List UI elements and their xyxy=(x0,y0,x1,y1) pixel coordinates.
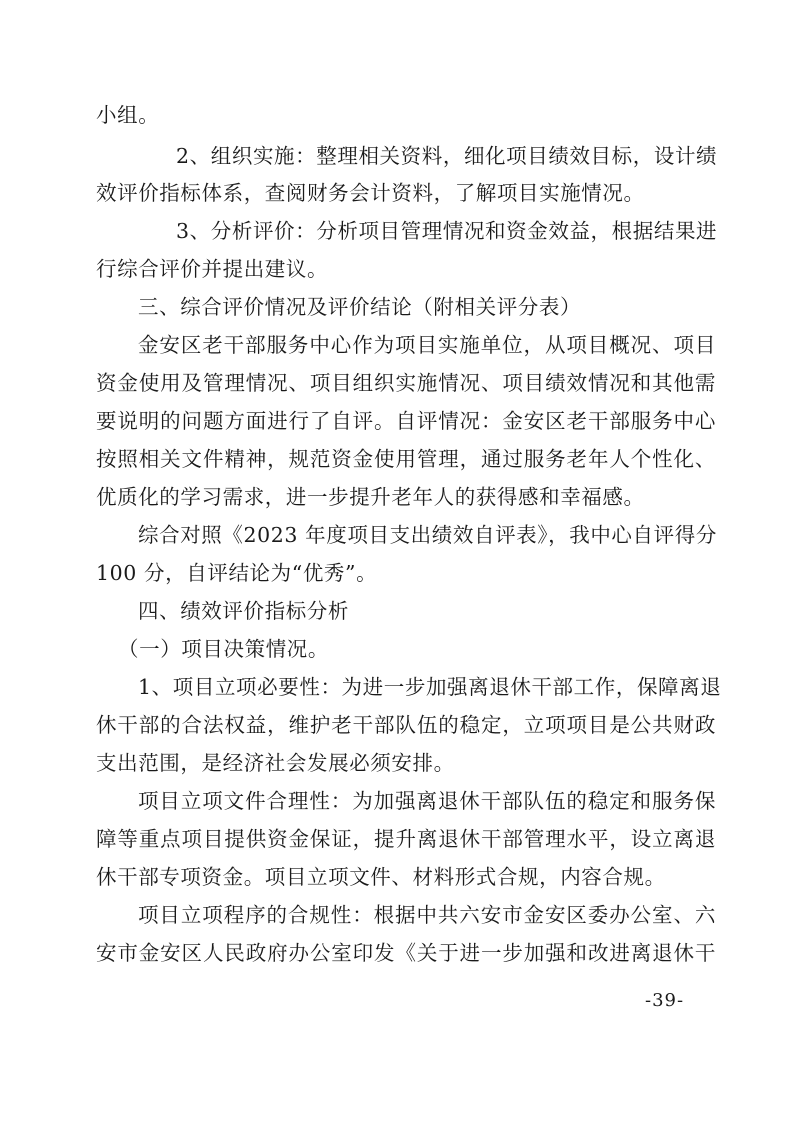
paragraph-line: 3、分析评价：分析项目管理情况和资金效益，根据结果进 xyxy=(176,219,718,243)
page-number: -39- xyxy=(645,990,685,1011)
paragraph-line: 休干部专项资金。项目立项文件、材料形式合规，内容合规。 xyxy=(96,865,666,889)
paragraph-line: 效评价指标体系，查阅财务会计资料，了解项目实施情况。 xyxy=(96,181,645,205)
paragraph-line: 项目立项文件合理性：为加强离退休干部队伍的稳定和服务保 xyxy=(138,789,716,813)
paragraph-line: 1、项目立项必要性：为进一步加强离退休干部工作，保障离退 xyxy=(138,675,722,699)
paragraph-line: 行综合评价并提出建议。 xyxy=(96,257,329,281)
paragraph-line: 要说明的问题方面进行了自评。自评情况：金安区老干部服务中心 xyxy=(96,409,716,433)
paragraph-line: 障等重点项目提供资金保证，提升离退休干部管理水平，设立离退 xyxy=(96,827,716,851)
paragraph-line: 安市金安区人民政府办公室印发《关于进一步加强和改进离退休干 xyxy=(96,941,716,965)
paragraph-line: 资金使用及管理情况、项目组织实施情况、项目绩效情况和其他需 xyxy=(96,371,716,395)
paragraph-line: 2、组织实施：整理相关资料，细化项目绩效目标，设计绩 xyxy=(176,144,718,168)
paragraph-line: 优质化的学习需求，进一步提升老年人的获得感和幸福感。 xyxy=(96,485,645,509)
subsection-heading: （一）项目决策情况。 xyxy=(118,637,329,661)
paragraph-line: 金安区老干部服务中心作为项目实施单位，从项目概况、项目 xyxy=(138,333,716,357)
paragraph-line: 休干部的合法权益，维护老干部队伍的稳定，立项项目是公共财政 xyxy=(96,713,716,737)
paragraph-line: 按照相关文件精神，规范资金使用管理，通过服务老年人个性化、 xyxy=(96,447,716,471)
section-heading: 三、综合评价情况及评价结论（附相关评分表） xyxy=(138,295,582,319)
paragraph-line: 支出范围，是经济社会发展必须安排。 xyxy=(96,751,455,775)
section-heading: 四、绩效评价指标分析 xyxy=(138,599,349,623)
paragraph-line: 100 分，自评结论为“优秀”。 xyxy=(96,561,378,585)
paragraph-line: 综合对照《2023 年度项目支出绩效自评表》，我中心自评得分 xyxy=(138,523,717,547)
paragraph-line: 项目立项程序的合规性：根据中共六安市金安区委办公室、六 xyxy=(138,903,716,927)
paragraph-line: 小组。 xyxy=(96,103,160,127)
